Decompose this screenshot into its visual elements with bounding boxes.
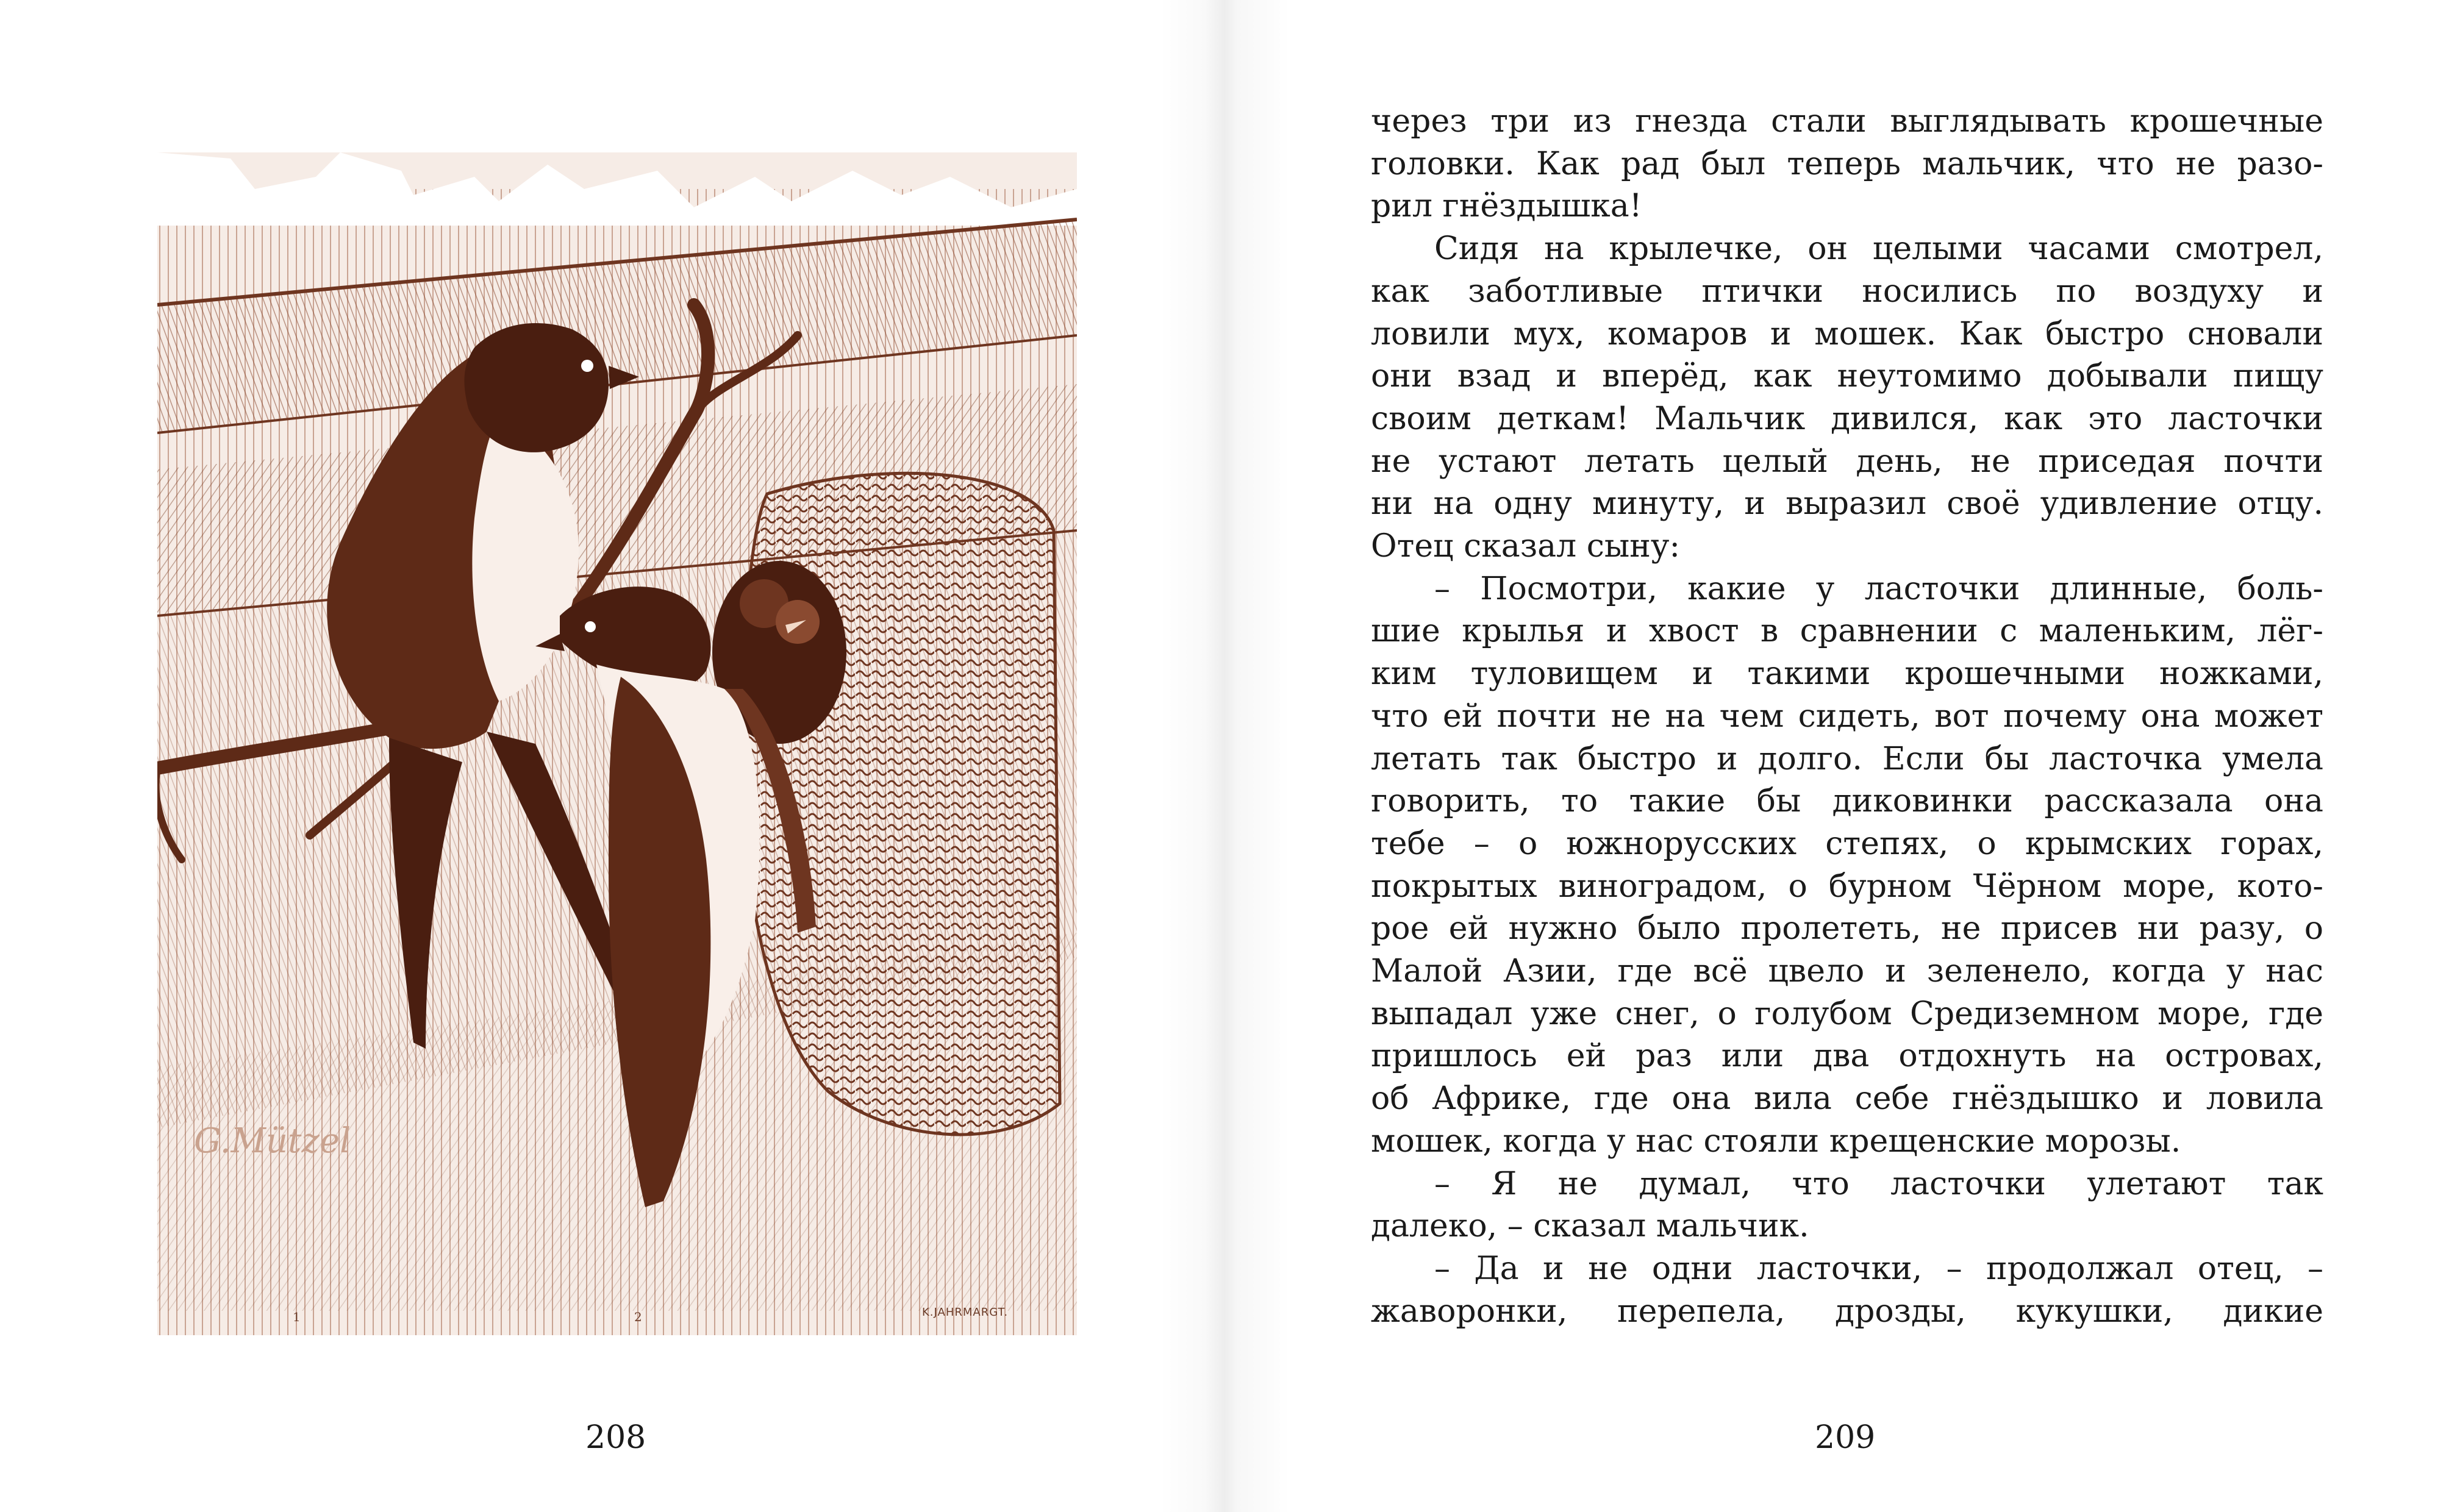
text-line: выпадал уже снег, о голубом Средиземном море, где [1371,995,2323,1032]
text-line: не устают летать целый день, не приседая почти [1371,443,2323,480]
swallows-engraving-icon [157,152,1077,1335]
engraver-credit: K.JAHRMARGT. [922,1306,1009,1319]
text-line: Сидя на крылечке, он целыми часами смотрел, [1434,230,2323,268]
body-text [1371,101,2323,1333]
text-line: мошек, когда у нас стояли крещенские морозы. [1371,1122,2181,1160]
text-line: ни на одну минуту, и выразил своё удивление отцу. [1371,485,2323,522]
left-page [0,0,1224,1512]
text-line: ким туловищем и такими крошечными ножками, [1371,655,2323,693]
text-line: – Посмотри, какие у ласточки длинные, боль- [1434,570,2323,607]
text-line: говорить, то такие бы диковинки рассказала она [1371,783,2323,820]
text-line: своим деткам! Мальчик дивился, как это ласточки [1371,400,2323,437]
text-line: летать так быстро и долго. Если бы ласточка умела [1371,740,2323,777]
page-number-right: 209 [1815,1419,1876,1456]
text-line: шие крылья и хвост в сравнении с маленьким, лёг- [1371,613,2323,650]
text-line: – Да и не одни ласточки, – продолжал отец, – [1434,1250,2323,1287]
text-line: через три из гнезда стали выглядывать крошечные [1371,103,2323,140]
text-line: Отец сказал сыну: [1371,528,1680,565]
text-line: что ей почти не на чем сидеть, вот почему она может [1371,697,2323,735]
text-line: далеко, – сказал мальчик. [1371,1208,1809,1245]
text-line: об Африке, где она вила себе гнёздышко и ловила [1371,1080,2323,1118]
text-line: рил гнёздышка! [1371,188,1642,225]
text-line: пришлось ей раз или два отдохнуть на островах, [1371,1038,2323,1075]
text-line: головки. Как рад был теперь мальчик, что не разо- [1371,145,2323,182]
text-line: они взад и вперёд, как неутомимо добывали пищу [1371,358,2323,395]
text-line: покрытых виноградом, о бурном Чёрном море, кото- [1371,868,2323,905]
text-line: тебе – о южнорусских степях, о крымских горах, [1371,825,2323,862]
illustration-signature: G.Mützel [194,1121,351,1161]
text-line: как заботливые птички носились по воздуху и [1371,273,2323,310]
figure-label-2: 2 [634,1310,642,1324]
page-number-left: 208 [585,1419,646,1456]
text-line: рое ей нужно было пролететь, не присев ни разу, о [1371,910,2323,947]
text-line: – Я не думал, что ласточки улетают так [1434,1165,2323,1202]
text-line: ловили мух, комаров и мошек. Как быстро сновали [1371,315,2323,352]
text-line: Малой Азии, где всё цвело и зеленело, когда у нас [1371,953,2323,990]
figure-label-1: 1 [293,1310,301,1324]
text-line: жаворонки, перепела, дрозды, кукушки, дикие [1371,1293,2323,1330]
